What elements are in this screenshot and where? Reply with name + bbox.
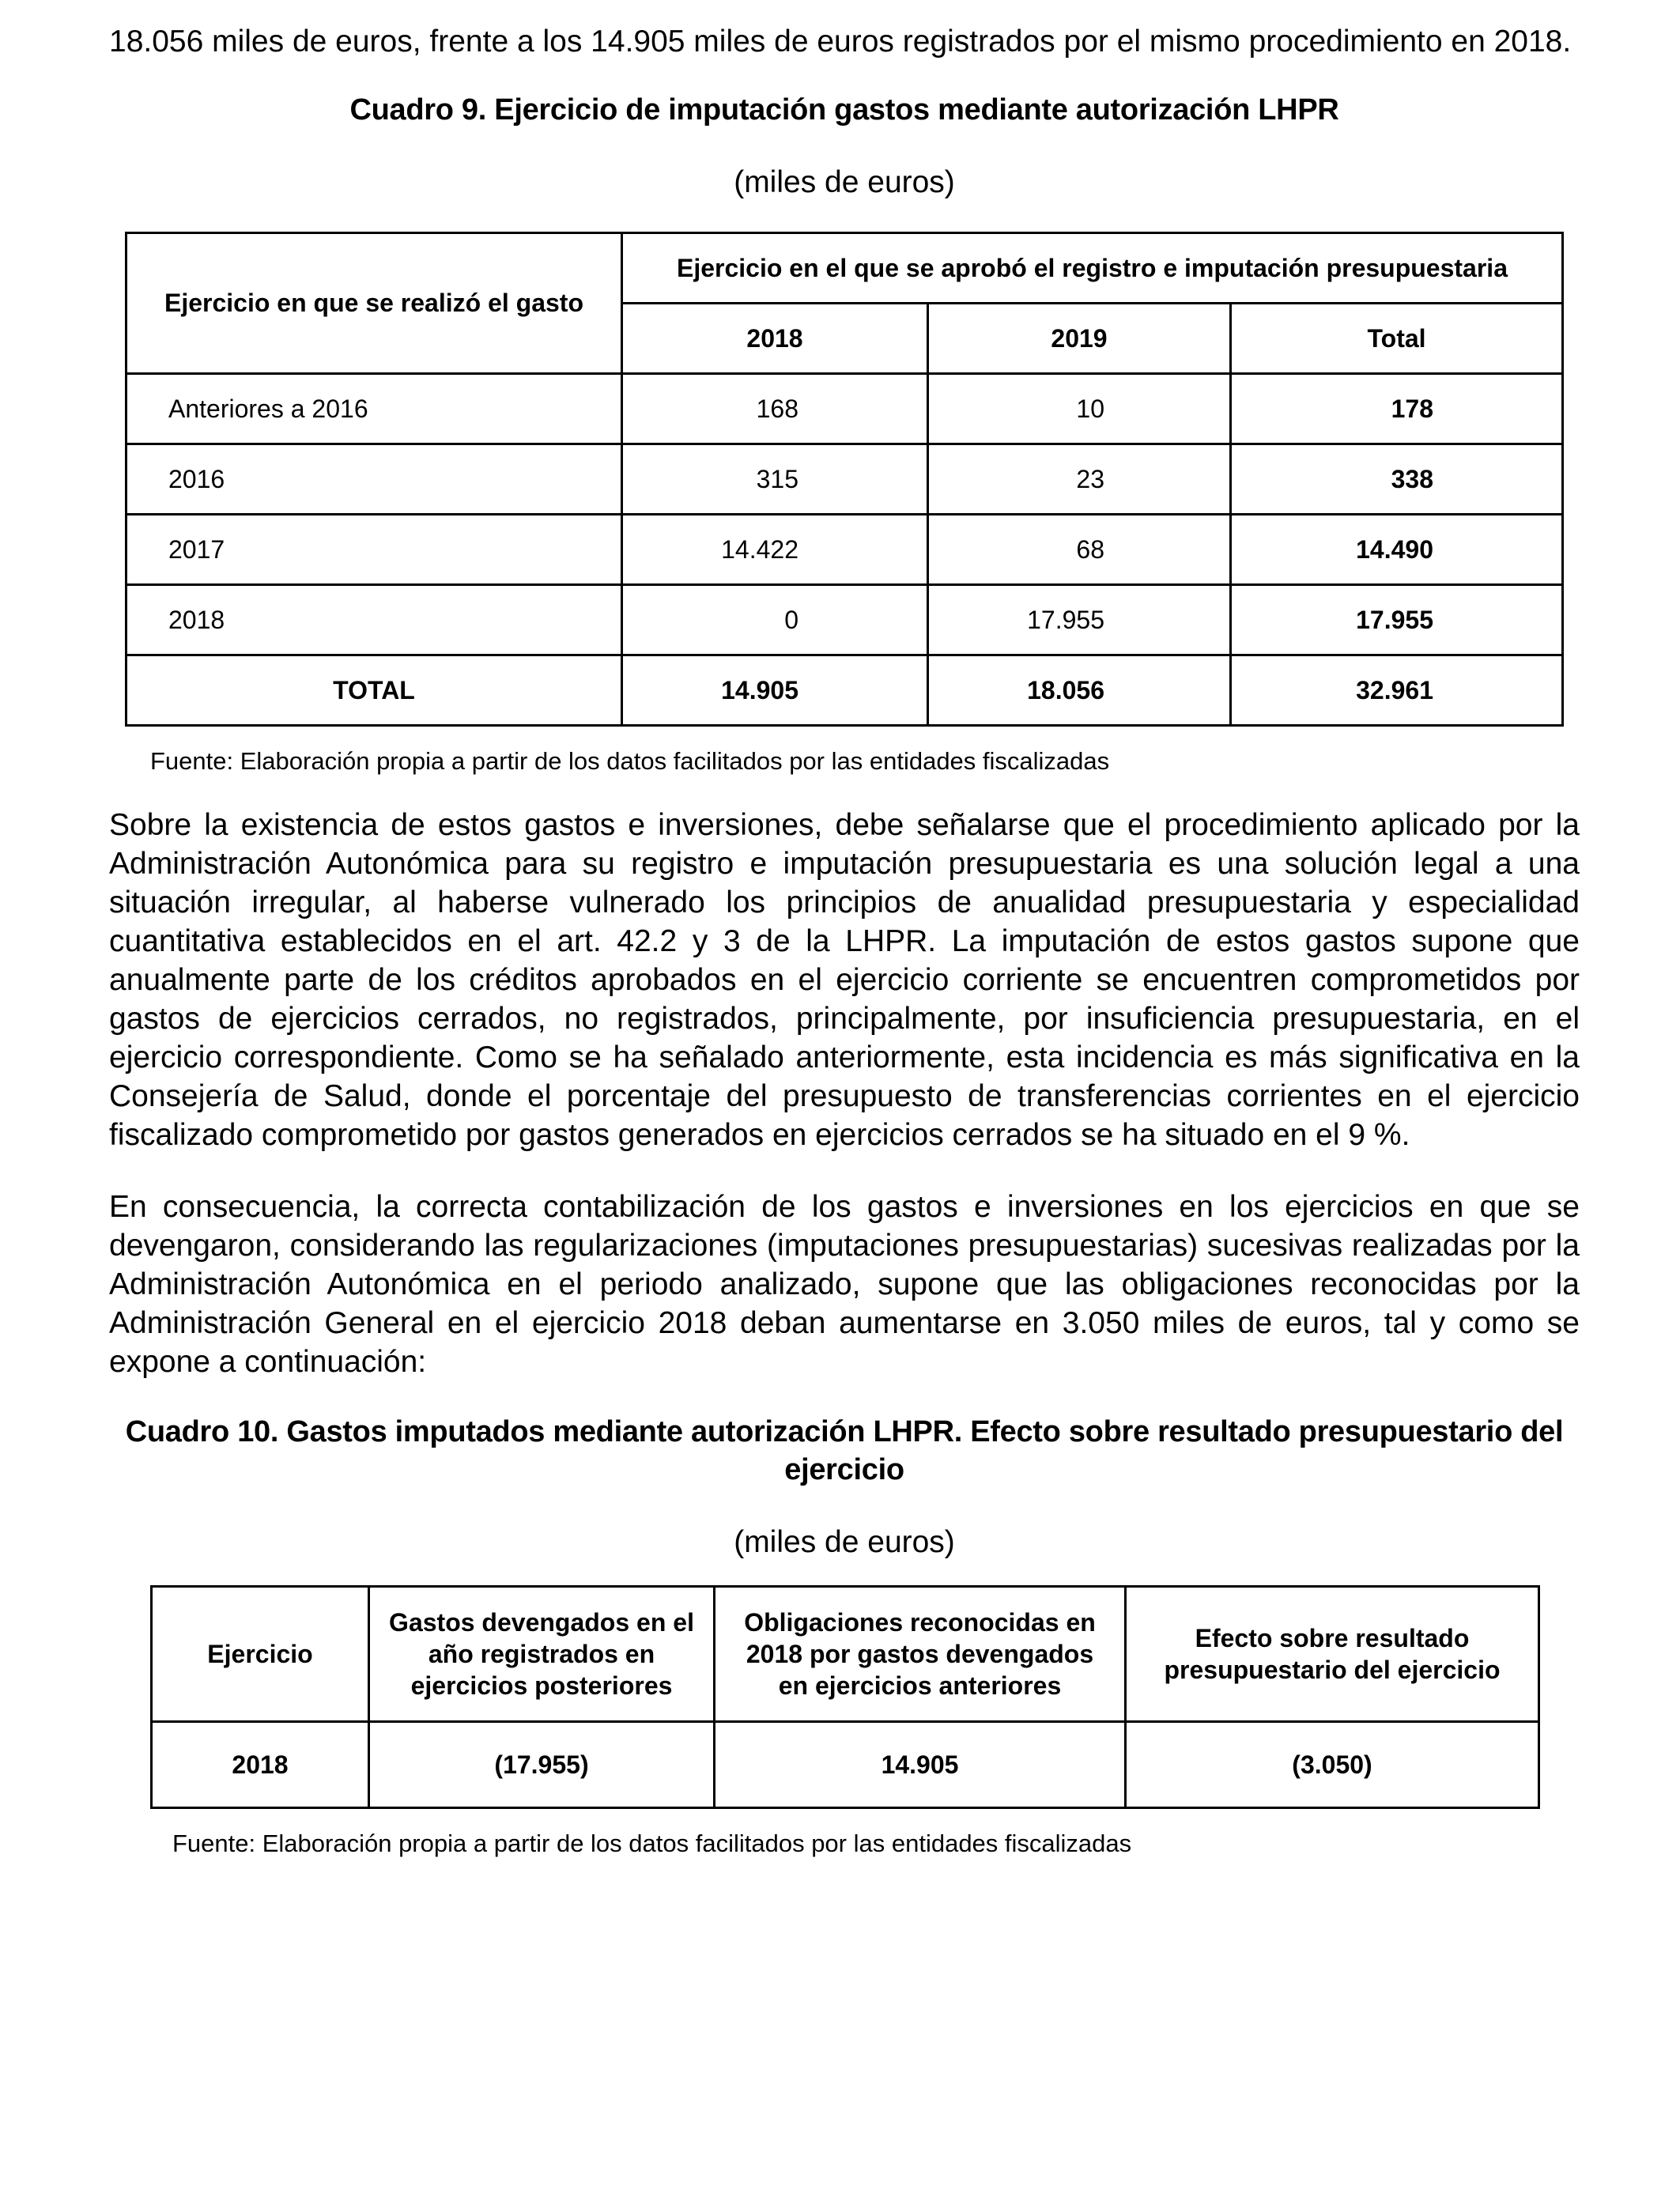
- table9-col-2018: 2018: [622, 304, 928, 374]
- cell-2019: 17.955: [928, 585, 1231, 655]
- cell-efecto: (3.050): [1126, 1722, 1539, 1808]
- table9-source: Fuente: Elaboración propia a partir de los datos facilitados por las entidades fiscalizadas: [150, 747, 1110, 775]
- table9: [125, 232, 1564, 727]
- table10-col-gastos: Gastos devengados en el año registrados en ejercicios posteriores: [369, 1587, 715, 1722]
- cell-ejercicio: 2018: [152, 1722, 369, 1808]
- intro-paragraph: 18.056 miles de euros, frente a los 14.905 miles de euros registrados por el mismo procedimiento en 2018.: [109, 25, 1572, 59]
- cell-total: 17.955: [1231, 585, 1563, 655]
- cell-gastos: (17.955): [369, 1722, 715, 1808]
- row-label: 2017: [126, 515, 622, 585]
- total-total: 32.961: [1231, 655, 1563, 726]
- total-2019: 18.056: [928, 655, 1231, 726]
- table9-col-total: Total: [1231, 304, 1563, 374]
- cell-obligaciones: 14.905: [715, 1722, 1126, 1808]
- table9-group-header: Ejercicio en el que se aprobó el registro e imputación presupuestaria: [622, 233, 1563, 304]
- cell-total: 14.490: [1231, 515, 1563, 585]
- table-row: [126, 515, 1563, 585]
- cell-2018: 14.422: [622, 515, 928, 585]
- table-row: [126, 374, 1563, 444]
- cell-total: 338: [1231, 444, 1563, 515]
- row-label: 2016: [126, 444, 622, 515]
- cell-total: 178: [1231, 374, 1563, 444]
- table10: [150, 1585, 1540, 1809]
- cell-2018: 168: [622, 374, 928, 444]
- row-label: Anteriores a 2016: [126, 374, 622, 444]
- cell-2019: 10: [928, 374, 1231, 444]
- table10-col-obligaciones: Obligaciones reconocidas en 2018 por gastos devengados en ejercicios anteriores: [715, 1587, 1126, 1722]
- total-2018: 14.905: [622, 655, 928, 726]
- row-label: 2018: [126, 585, 622, 655]
- table10-caption: Cuadro 10. Gastos imputados mediante autorización LHPR. Efecto sobre resultado presupuestario del ejercicio: [125, 1415, 1564, 1486]
- total-label: TOTAL: [126, 655, 622, 726]
- table10-units: (miles de euros): [734, 1525, 955, 1559]
- table-row: [126, 585, 1563, 655]
- table9-units: (miles de euros): [734, 165, 955, 199]
- table9-col-2019: 2019: [928, 304, 1231, 374]
- table9-caption: Cuadro 9. Ejercicio de imputación gastos mediante autorización LHPR: [349, 93, 1339, 127]
- table-row: [152, 1722, 1539, 1808]
- cell-2018: 315: [622, 444, 928, 515]
- body-paragraph-1: Sobre la existencia de estos gastos e inversiones, debe señalarse que el procedimiento aplicado por la Administración Autonómica para su registro e imputación presupuestaria es una solución legal a una situación irregular, al haberse vulnerado los principios de anualidad presupuestaria y especialidad cuantitativa establecidos en el art. 42.2 y 3 de la LHPR. La imputación de estos gastos supone que anualmente parte de los créditos aprobados en el ejercicio corriente se encuentren comprometidos por gastos de ejercicios cerrados, no registrados, principalmente, por insuficiencia presupuestaria, en el ejercicio correspondiente. Como se ha señalado anteriormente, esta incidencia es más significativa en la Consejería de Salud, donde el porcentaje del presupuesto de transferencias corrientes en el ejercicio fiscalizado comprometido por gastos generados en ejercicios cerrados se ha situado en el 9 %.: [109, 808, 1580, 1152]
- table-row: [126, 444, 1563, 515]
- cell-2019: 68: [928, 515, 1231, 585]
- document-page: [109, 22, 1580, 1860]
- table10-col-ejercicio: Ejercicio: [152, 1587, 369, 1722]
- table10-source: Fuente: Elaboración propia a partir de los datos facilitados por las entidades fiscalizadas: [172, 1830, 1132, 1857]
- table9-row-header: Ejercicio en que se realizó el gasto: [126, 233, 622, 374]
- cell-2019: 23: [928, 444, 1231, 515]
- cell-2018: 0: [622, 585, 928, 655]
- table10-col-efecto: Efecto sobre resultado presupuestario del ejercicio: [1126, 1587, 1539, 1722]
- table-total-row: [126, 655, 1563, 726]
- body-paragraph-2: En consecuencia, la correcta contabilización de los gastos e inversiones en los ejercicios en que se devengaron, considerando las regularizaciones (imputaciones presupuestarias) sucesivas realizadas por la Administración Autonómica en el periodo analizado, supone que las obligaciones reconocidas por la Administración General en el ejercicio 2018 deban aumentarse en 3.050 miles de euros, tal y como se expone a continuación:: [109, 1190, 1580, 1379]
